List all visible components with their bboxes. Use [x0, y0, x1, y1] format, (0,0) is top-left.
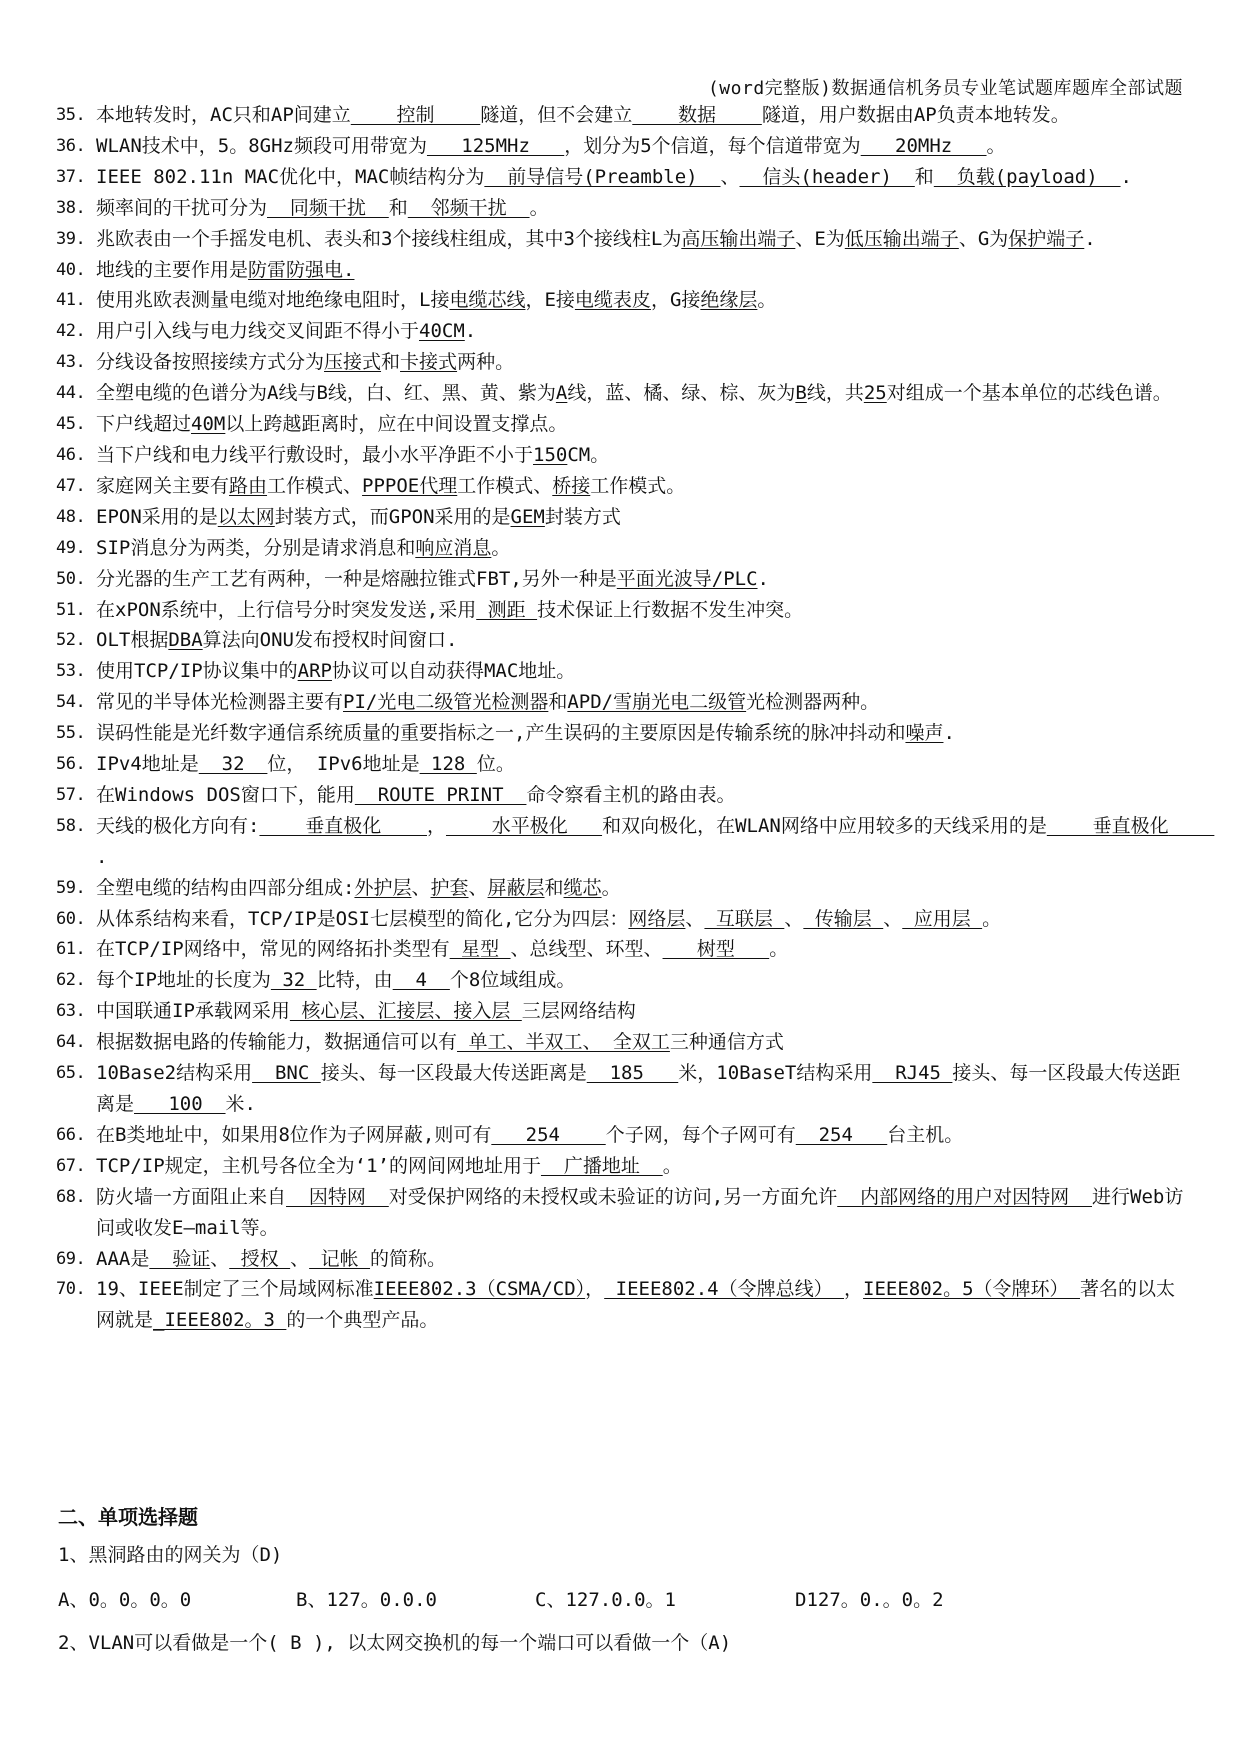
- question-number: 56.: [56, 754, 86, 775]
- question-number: 46.: [56, 444, 86, 465]
- answer-blank: 验证: [149, 1247, 211, 1270]
- answer-blank: 低压输出端子: [844, 227, 959, 250]
- answer-blank: 以太网: [217, 505, 275, 528]
- question-segment: 个子网，每个子网可有: [605, 1123, 796, 1146]
- answer-blank: 广播地址: [540, 1154, 663, 1177]
- question-segment: 中国联通IP承载网采用: [96, 1000, 290, 1023]
- answer-blank: PPPOE代理: [362, 474, 458, 497]
- question-number: 47.: [56, 475, 86, 496]
- answer-blank: 卡接式: [400, 351, 458, 374]
- question-item: [56, 1274, 1188, 1336]
- question-item: [56, 749, 1188, 780]
- question-item: [56, 409, 1188, 440]
- question-item: [56, 285, 1188, 316]
- question-number: 48.: [56, 506, 86, 527]
- question-segment: 地线的主要作用是: [96, 258, 249, 281]
- question-segment: 和: [548, 691, 568, 714]
- answer-blank: 4: [392, 969, 450, 992]
- answer-blank: 授权: [229, 1247, 291, 1270]
- answer-blank: 32: [270, 969, 317, 992]
- question-number: 39.: [56, 228, 86, 249]
- answer-blank: 因特网: [286, 1185, 389, 1208]
- question-segment: 著名的以太网就是: [96, 1278, 1176, 1332]
- answer-blank: 控制: [350, 104, 481, 126]
- question-segment: 以上跨越距离时，应在中间设置支撑点。: [225, 413, 568, 436]
- question-text: [96, 193, 1188, 224]
- question-text: [96, 378, 1188, 409]
- question-segment: WLAN技术中，5。8GHz频段可用带宽为: [96, 134, 427, 157]
- answer-blank: RJ45: [872, 1062, 953, 1085]
- answer-blank: 128: [419, 753, 477, 776]
- question-number: 51.: [56, 599, 86, 620]
- question-item: [56, 471, 1188, 502]
- question-number: 55.: [56, 723, 86, 744]
- question-segment: 兆欧表由一个手摇发电机、表头和3个接线柱组成，其中3个接线柱L为: [96, 227, 682, 250]
- question-segment: 位， IPv6地址是: [267, 753, 420, 776]
- question-item: [56, 1058, 1188, 1120]
- document-header: (word完整版)数据通信机务员专业笔试题库题库全部试题: [707, 78, 1183, 99]
- question-text: [96, 224, 1188, 255]
- question-text: [96, 1274, 1188, 1336]
- question-item: [56, 255, 1188, 286]
- question-segment: OLT根据: [96, 629, 169, 652]
- question-segment: 。: [491, 536, 511, 559]
- answer-blank: 压接式: [324, 351, 382, 374]
- question-segment: .: [1084, 227, 1096, 250]
- answer-blank: 传输层: [803, 907, 884, 930]
- question-text: [96, 316, 1188, 347]
- question-item: [56, 316, 1188, 347]
- question-segment: 。: [986, 134, 1006, 157]
- question-item: [56, 1120, 1188, 1151]
- question-segment: 、: [468, 876, 488, 899]
- question-segment: 米，10BaseT结构采用: [678, 1062, 873, 1085]
- question-text: [96, 749, 1188, 780]
- answer-blank: 32: [198, 753, 268, 776]
- question-item: [56, 193, 1188, 224]
- question-number: 66.: [56, 1124, 86, 1145]
- question-segment: 对组成一个基本单位的芯线色谱。: [886, 382, 1172, 405]
- question-number: 64.: [56, 1032, 86, 1053]
- question-segment: 三层网络结构: [521, 1000, 636, 1023]
- question-segment: 米.: [225, 1093, 256, 1115]
- question-segment: 。: [601, 876, 621, 899]
- answer-blank: 185: [586, 1062, 679, 1085]
- question-item: [56, 904, 1188, 935]
- question-segment: 、G为: [958, 227, 1009, 250]
- answer-blank: 前导信号(Preamble): [484, 165, 721, 188]
- answer-blank: ARP: [297, 660, 332, 683]
- question-text: [96, 564, 1188, 595]
- question-segment: 工作模式、: [267, 474, 363, 497]
- question-number: 65.: [56, 1063, 86, 1084]
- question-segment: 。: [769, 938, 789, 961]
- answer-blank: IEEE802.4（令牌总线）: [604, 1278, 845, 1301]
- answer-blank: 互联层: [704, 907, 785, 930]
- question-text: [96, 162, 1188, 193]
- question-segment: 本地转发时，AC只和AP间建立: [96, 104, 351, 126]
- question-text: [96, 409, 1188, 440]
- answer-blank: 测距: [476, 598, 538, 621]
- answer-blank: 核心层、汇接层、接入层: [289, 1000, 522, 1023]
- question-text: [96, 718, 1188, 749]
- question-number: 35.: [56, 105, 86, 125]
- question-number: 61.: [56, 939, 86, 960]
- question-number: 52.: [56, 630, 86, 651]
- question-segment: 的一个典型产品。: [286, 1309, 439, 1332]
- question-segment: 协议可以自动获得MAC地址。: [331, 660, 576, 683]
- question-item: [56, 162, 1188, 193]
- question-segment: 、: [883, 907, 903, 930]
- answer-blank: BNC: [252, 1062, 321, 1085]
- question-segment: 。: [662, 1154, 682, 1177]
- question-segment: 家庭网关主要有: [96, 474, 230, 497]
- answer-blank: 高压输出端子: [681, 227, 796, 250]
- question-segment: 、: [784, 907, 804, 930]
- answer-blank: 应用层: [902, 907, 983, 930]
- question-segment: 分光器的生产工艺有两种，一种是熔融拉锥式FBT,另外一种是: [96, 567, 617, 590]
- question-segment: .: [1120, 165, 1132, 188]
- question-segment: 、: [685, 907, 705, 930]
- question-segment: 。: [982, 907, 1002, 930]
- question-text: [96, 811, 1215, 873]
- question-segment: 在Windows DOS窗口下，能用: [96, 783, 355, 806]
- question-segment: 两种。: [457, 351, 515, 374]
- question-number: 70.: [56, 1279, 86, 1300]
- question-segment: IPv4地址是: [96, 753, 199, 776]
- question-item: [56, 780, 1188, 811]
- question-segment: 、E为: [795, 227, 845, 250]
- question-2: 2、VLAN可以看做是一个( B ), 以太网交换机的每一个端口可以看做一个（A): [58, 1632, 732, 1654]
- answer-blank: ROUTE PRINT: [354, 783, 527, 806]
- question-item: [56, 1151, 1188, 1182]
- question-number: 62.: [56, 970, 86, 991]
- question-number: 49.: [56, 537, 86, 558]
- answer-blank: IEEE802.3（CSMA/CD）: [373, 1278, 586, 1301]
- question-text: [96, 873, 1188, 904]
- question-text: [96, 502, 1188, 533]
- question-text: [96, 904, 1188, 935]
- question-segment: 使用TCP/IP协议集中的: [96, 660, 298, 683]
- answer-blank: 路由: [229, 474, 268, 497]
- question-item: [56, 1182, 1188, 1244]
- question-segment: 封装方式，而GPON采用的是: [274, 505, 511, 528]
- answer-blank: 屏蔽层: [487, 876, 545, 899]
- answer-blank: 外护层: [354, 876, 412, 899]
- question-segment: ，G接: [650, 289, 701, 312]
- question-text: [96, 285, 1188, 316]
- answer-blank: 记帐: [309, 1247, 371, 1270]
- question-segment: 在TCP/IP网络中，常见的网络拓扑类型有: [96, 938, 450, 961]
- answer-blank: DBA: [168, 629, 203, 652]
- answer-blank: 同频干扰: [267, 196, 389, 219]
- question-segment: 进行Web访问或收发E—mail等。: [96, 1185, 1184, 1239]
- question-number: 37.: [56, 166, 86, 187]
- question-text: [96, 687, 1188, 718]
- question-segment: 和: [914, 165, 934, 188]
- answer-blank: 40M: [191, 413, 226, 436]
- question-text: [96, 255, 1188, 286]
- question-segment: 个8位域组成。: [449, 969, 576, 992]
- question-number: 60.: [56, 908, 86, 929]
- question-number: 58.: [56, 815, 86, 836]
- question-number: 41.: [56, 290, 86, 311]
- question-number: 45.: [56, 414, 86, 435]
- answer-blank: 邻频干扰: [407, 196, 530, 219]
- answer-blank: PI/光电二级管光检测器: [343, 691, 549, 714]
- question-text: [96, 100, 1188, 131]
- question-1-option-a: A、0。0。0。0: [58, 1589, 192, 1611]
- answer-blank: 平面光波导/PLC: [616, 567, 758, 590]
- answer-blank: 星型: [449, 938, 511, 961]
- question-segment: ，: [426, 814, 446, 837]
- question-item: [56, 347, 1188, 378]
- answer-blank: 100: [134, 1093, 226, 1115]
- answer-blank: 缆芯: [563, 876, 602, 899]
- answer-blank: 单工、半双工、 全双工: [457, 1031, 670, 1054]
- question-segment: ，: [585, 1278, 605, 1301]
- question-item: [56, 595, 1188, 626]
- question-segment: ，: [844, 1278, 864, 1301]
- question-item: [56, 378, 1188, 409]
- question-segment: 19、IEEE制定了三个局域网标准: [96, 1278, 374, 1301]
- question-segment: 和: [381, 351, 401, 374]
- question-segment: 算法向ONU发布授权时间窗口.: [202, 629, 458, 652]
- question-text: [96, 625, 1188, 656]
- question-segment: 、: [720, 165, 740, 188]
- question-number: 36.: [56, 135, 86, 156]
- question-text: [96, 780, 1188, 811]
- question-number: 44.: [56, 383, 86, 404]
- question-segment: 在B类地址中，如果用8位作为子网屏蔽,则可有: [96, 1123, 492, 1146]
- question-number: 67.: [56, 1155, 86, 1176]
- question-text: [96, 347, 1188, 378]
- question-number: 68.: [56, 1186, 86, 1207]
- question-segment: .: [464, 320, 477, 343]
- question-segment: 的简称。: [370, 1247, 447, 1270]
- question-1-option-c: C、127.0.0。1: [535, 1589, 676, 1611]
- answer-blank: GEM: [510, 505, 545, 528]
- answer-blank: 信头(header): [739, 165, 915, 188]
- question-1-option-d: D127。0.。0。2: [795, 1589, 944, 1611]
- question-segment: CM。: [567, 443, 610, 466]
- answer-blank: 20MHz: [860, 134, 987, 157]
- question-segment: 频率间的干扰可分为: [96, 196, 268, 219]
- answer-blank: IEEE802。5（令牌环）: [863, 1278, 1080, 1301]
- answer-blank: 水平极化: [445, 814, 603, 837]
- answer-blank: 电缆芯线: [449, 289, 526, 312]
- question-item: [56, 502, 1188, 533]
- question-segment: 全塑电缆的结构由四部分组成:: [96, 876, 355, 899]
- question-number: 40.: [56, 259, 86, 280]
- question-segment: 根据数据电路的传输能力，数据通信可以有: [96, 1031, 458, 1054]
- question-segment: 当下户线和电力线平行敷设时，最小水平净距不小于: [96, 443, 534, 466]
- question-segment: 下户线超过: [96, 413, 192, 436]
- question-number: 57.: [56, 784, 86, 805]
- question-segment: 三种通信方式: [669, 1031, 784, 1054]
- question-item: [56, 1244, 1188, 1275]
- answer-blank: 垂直极化: [259, 814, 427, 837]
- question-item: [56, 224, 1188, 255]
- question-item: [56, 131, 1188, 162]
- question-segment: 隧道，但不会建立: [480, 104, 633, 126]
- question-segment: 比特，由: [316, 969, 393, 992]
- question-number: 53.: [56, 661, 86, 682]
- answer-blank: APD/雪崩光电二级管: [567, 691, 747, 714]
- answer-blank: 防雷防强电.: [248, 258, 355, 281]
- question-segment: 台主机。: [887, 1123, 964, 1146]
- answer-blank: 桥接: [552, 474, 591, 497]
- question-item: [56, 564, 1188, 595]
- question-segment: 和: [544, 876, 564, 899]
- question-number: 43.: [56, 352, 86, 373]
- question-segment: 和双向极化，在WLAN网络中应用较多的天线采用的是: [602, 814, 1047, 837]
- question-item: [56, 100, 1188, 131]
- question-text: [96, 595, 1188, 626]
- question-segment: 使用兆欧表测量电缆对地绝缘电阻时，L接: [96, 289, 450, 312]
- question-segment: 误码性能是光纤数字通信系统质量的重要指标之一,产生误码的主要原因是传输系统的脉冲抖动和: [96, 722, 906, 745]
- question-text: [96, 934, 1188, 965]
- question-segment: 在xPON系统中，上行信号分时突发发送,采用: [96, 598, 477, 621]
- question-segment: 常见的半导体光检测器主要有: [96, 691, 344, 714]
- question-text: [96, 1244, 1188, 1275]
- answer-blank: 125MHz: [426, 134, 565, 157]
- answer-blank: 网络层: [628, 907, 686, 930]
- question-segment: 光检测器两种。: [746, 691, 880, 714]
- question-text: [96, 533, 1188, 564]
- question-item: [56, 533, 1188, 564]
- answer-blank: 垂直极化: [1046, 814, 1215, 837]
- question-item: [56, 811, 1215, 873]
- section-title: 二、单项选择题: [58, 1505, 198, 1529]
- question-segment: .: [96, 845, 108, 868]
- question-segment: 。: [529, 196, 549, 219]
- question-segment: 、: [411, 876, 431, 899]
- question-item: [56, 625, 1188, 656]
- question-item: [56, 934, 1188, 965]
- question-segment: 分线设备按照接续方式分为: [96, 351, 325, 374]
- answer-blank: A: [555, 382, 568, 405]
- answer-blank: _IEEE802。3: [153, 1309, 287, 1332]
- question-segment: 工作模式。: [590, 474, 686, 497]
- answer-blank: 数据: [632, 104, 762, 126]
- question-segment: 从体系结构来看，TCP/IP是OSI七层模型的简化,它分为四层：: [96, 907, 629, 930]
- question-segment: AAA是: [96, 1247, 150, 1270]
- answer-blank: 护套: [430, 876, 469, 899]
- question-segment: EPON采用的是: [96, 505, 218, 528]
- question-segment: 天线的极化方向有:: [96, 814, 260, 837]
- question-number: 50.: [56, 568, 86, 589]
- answer-blank: 电缆表皮: [574, 289, 651, 312]
- question-segment: 技术保证上行数据不发生冲突。: [537, 598, 804, 621]
- question-item: [56, 1027, 1188, 1058]
- answer-blank: 40CM: [419, 320, 465, 343]
- question-segment: 、总线型、环型、: [510, 938, 663, 961]
- question-segment: 位。: [476, 753, 515, 776]
- question-segment: 线，共: [806, 382, 864, 405]
- question-segment: 10Base2结构采用: [96, 1062, 253, 1085]
- answer-blank: 254: [795, 1123, 888, 1146]
- question-text: [96, 965, 1188, 996]
- question-number: 59.: [56, 877, 86, 898]
- question-segment: 接头、每一区段最大传送距离是: [320, 1062, 587, 1085]
- question-segment: .: [943, 722, 955, 745]
- fill-in-questions-list: [56, 100, 1215, 1336]
- question-1: 1、黑洞路由的网关为（D): [58, 1544, 283, 1566]
- question-segment: 工作模式、: [457, 474, 553, 497]
- answer-blank: 保护端子: [1008, 227, 1085, 250]
- question-text: [96, 656, 1188, 687]
- answer-blank: 负载(payload): [933, 165, 1121, 188]
- question-item: [56, 965, 1188, 996]
- answer-blank: 254: [491, 1123, 606, 1146]
- question-segment: 接头、每一区段最大传送距离是: [96, 1062, 1181, 1115]
- question-segment: TCP/IP规定，主机号各位全为‘1’的网间网地址用于: [96, 1154, 541, 1177]
- answer-blank: B: [795, 382, 807, 405]
- question-segment: 隧道，用户数据由AP负责本地转发。: [761, 104, 1070, 126]
- answer-blank: 150: [533, 443, 568, 466]
- question-item: [56, 718, 1188, 749]
- question-segment: 和: [388, 196, 408, 219]
- question-segment: 防火墙一方面阻止来自: [96, 1185, 287, 1208]
- question-text: [96, 996, 1188, 1027]
- question-segment: ，E接: [525, 289, 575, 312]
- question-segment: 每个IP地址的长度为: [96, 969, 271, 992]
- question-item: [56, 687, 1188, 718]
- question-text: [96, 1027, 1188, 1058]
- question-text: [96, 1058, 1188, 1120]
- question-segment: ，划分为5个信道，每个信道带宽为: [564, 134, 861, 157]
- question-segment: 封装方式: [544, 505, 621, 528]
- question-number: 54.: [56, 692, 86, 713]
- question-text: [96, 440, 1188, 471]
- question-segment: 命令察看主机的路由表。: [526, 783, 736, 806]
- answer-blank: 噪声: [905, 722, 944, 745]
- question-segment: IEEE 802.11n MAC优化中，MAC帧结构分为: [96, 165, 485, 188]
- question-text: [96, 1182, 1188, 1244]
- question-item: [56, 996, 1188, 1027]
- question-text: [96, 471, 1188, 502]
- answer-blank: 树型: [662, 938, 770, 961]
- question-1-option-b: B、127。0.0.0: [296, 1589, 437, 1611]
- question-item: [56, 656, 1188, 687]
- question-segment: 、: [290, 1247, 310, 1270]
- question-segment: 对受保护网络的未授权或未验证的访问,另一方面允许: [388, 1185, 838, 1208]
- question-segment: 线，蓝、橘、绿、棕、灰为: [567, 382, 796, 405]
- question-number: 69.: [56, 1248, 86, 1269]
- question-segment: 。: [757, 289, 777, 312]
- answer-blank: 25: [863, 382, 887, 405]
- question-item: [56, 873, 1188, 904]
- question-number: 38.: [56, 197, 86, 218]
- question-text: [96, 131, 1188, 162]
- question-segment: 、: [210, 1247, 230, 1270]
- question-text: [96, 1151, 1188, 1182]
- question-text: [96, 1120, 1188, 1151]
- question-number: 42.: [56, 321, 86, 342]
- question-item: [56, 440, 1188, 471]
- question-number: 63.: [56, 1001, 86, 1022]
- answer-blank: 响应消息: [415, 536, 492, 559]
- answer-blank: 内部网络的用户对因特网: [837, 1185, 1092, 1208]
- question-segment: SIP消息分为两类，分别是请求消息和: [96, 536, 416, 559]
- answer-blank: 绝缘层: [700, 289, 758, 312]
- question-segment: 用户引入线与电力线交叉间距不得小于: [96, 320, 420, 343]
- question-segment: 全塑电缆的色谱分为A线与B线，白、红、黑、黄、紫为: [96, 382, 556, 405]
- question-segment: .: [757, 567, 769, 590]
